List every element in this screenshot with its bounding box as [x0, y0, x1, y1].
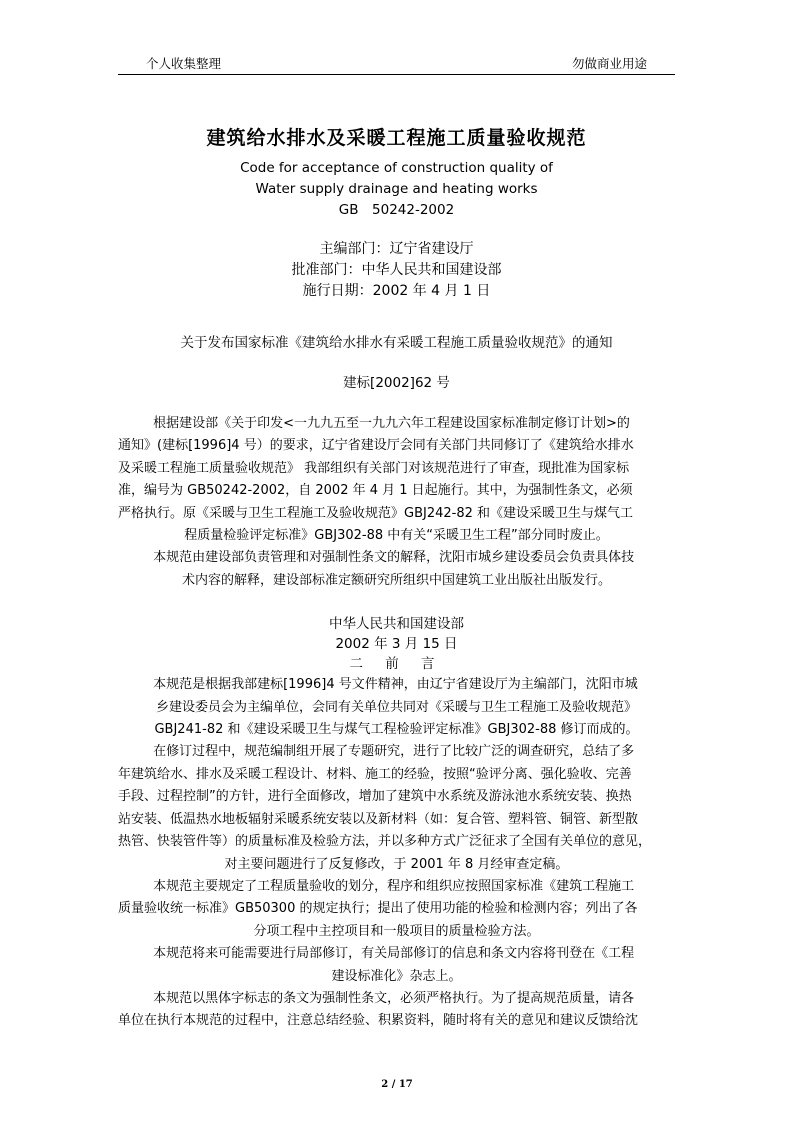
- text-line: 乡建设委员会为主编单位，会同有关单位共同对《采暖与卫生工程施工及验收规范》: [155, 699, 637, 715]
- effective-date: 施行日期：2002 年 4 月 1 日: [302, 283, 491, 299]
- document-meta: [118, 239, 675, 302]
- text-line: 对主要问题进行了反复修改，于 2001 年 8 月经审查定稿。: [224, 856, 569, 872]
- text-line: 通知》(建标[1996]4 号）的要求，辽宁省建设厅会同有关部门共同修订了《建筑给水排水: [118, 438, 634, 454]
- english-title-line: Code for acceptance of construction quality of: [240, 160, 553, 176]
- text-line: 站安装、低温热水地板辐射采暖系统安装以及新材料（如：复合管、塑料管、铜管、新型散: [118, 811, 639, 827]
- notice-signature: 中华人民共和国建设部: [329, 616, 464, 633]
- text-line: GBJ241-82 和《建设采暖卫生与煤气工程检验评定标准》GBJ302-88 修订而成的。: [154, 722, 639, 738]
- notice-paragraph: [118, 547, 675, 592]
- text-line: 质量验收统一标准》GB50300 的规定执行；提出了使用功能的检验和检测内容；列出了各: [118, 901, 638, 917]
- document-title: 建筑给水排水及采暖工程施工质量验收规范: [206, 127, 587, 149]
- text-line: 术内容的解释，建设部标准定额研究所组织中国建筑工业出版社出版发行。: [181, 572, 611, 588]
- foreword-paragraph: [118, 876, 675, 943]
- text-line: 本规范以黑体字标志的条文为强制性条文，必须严格执行。为了提高规范质量，请各: [153, 990, 635, 1006]
- text-line: 根据建设部《关于印发<一九九五至一九九六年工程建设国家标准制定修订计划>的: [153, 416, 630, 431]
- text-line: 单位在执行本规范的过程中，注意总结经验、积累资料，随时将有关的意见和建议反馈给沈: [118, 1013, 639, 1029]
- editor-department: 主编部门：辽宁省建设厅: [319, 241, 474, 257]
- notice-number: 建标[2002]62 号: [343, 375, 450, 391]
- text-line: 本规范由建设部负责管理和对强制性条文的解释，沈阳市城乡建设委员会负责具体技: [153, 550, 635, 566]
- foreword-paragraph: [118, 943, 675, 988]
- notice-date: 2002 年 3 月 15 日: [335, 636, 458, 653]
- text-line: 及采暖工程施工质量验收规范》 我部组织有关部门对该规范进行了审查，现批准为国家标: [118, 460, 630, 476]
- foreword-paragraph: [118, 674, 675, 741]
- approving-department: 批准部门：中华人民共和国建设部: [291, 262, 502, 278]
- text-line: 分项工程中主控项目和一般项目的质量检验方法。: [253, 923, 540, 939]
- text-line: 本规范是根据我部建标[1996]4 号文件精神，由辽宁省建设厅为主编部门，沈阳市城: [153, 677, 638, 693]
- foreword-paragraph: [118, 988, 675, 1033]
- page-header: [118, 56, 675, 75]
- text-line: 手段、过程控制”的方针，进行全面修改，增加了建筑中水系统及游泳池水系统安装、换热: [118, 789, 632, 805]
- english-title: [118, 158, 675, 221]
- foreword-heading: 二 前 言: [349, 656, 444, 673]
- text-line: 程质量检验评定标准》GBJ302-88 中有关“采暖卫生工程”部分同时废止。: [184, 528, 609, 544]
- header-left-text: 个人收集整理: [146, 56, 222, 71]
- text-line: 年建筑给水、排水及采暖工程设计、材料、施工的经验，按照“验评分离、强化验收、完善: [118, 766, 632, 782]
- notice-title: 关于发布国家标准《建筑给水排水有采暖工程施工质量验收规范》的通知: [180, 335, 613, 351]
- text-line: 准，编号为 GB50242-2002，自 2002 年 4 月 1 日起施行。其中，为强制性条文，必须: [118, 483, 633, 499]
- text-line: 热管、快装管件等）的质量标准及检验方法，并以多种方式广泛征求了全国有关单位的意见，: [118, 834, 652, 850]
- text-line: 本规范主要规定了工程质量验收的划分，程序和组织应按照国家标准《建筑工程施工: [153, 878, 635, 894]
- header-right-text: 勿做商业用途: [571, 56, 647, 71]
- foreword-paragraph: [118, 741, 675, 875]
- text-line: 本规范将来可能需要进行局部修订，有关局部修订的信息和条文内容将刊登在《工程: [153, 946, 635, 962]
- text-line: 在修订过程中，规范编制组开展了专题研究，进行了比较广泛的调查研究，总结了多: [153, 744, 635, 760]
- page-number: 2 / 17: [381, 1079, 413, 1090]
- english-title-line: Water supply drainage and heating works: [255, 181, 538, 197]
- document-body: [118, 125, 675, 1033]
- standard-code: GB 50242-2002: [338, 202, 455, 218]
- text-line: 严格执行。原《采暖与卫生工程施工及验收规范》GBJ242-82 和《建设采暖卫生与煤气工: [118, 505, 634, 521]
- notice-paragraph: [118, 413, 675, 547]
- text-line: 建设标准化》杂志上。: [331, 968, 462, 984]
